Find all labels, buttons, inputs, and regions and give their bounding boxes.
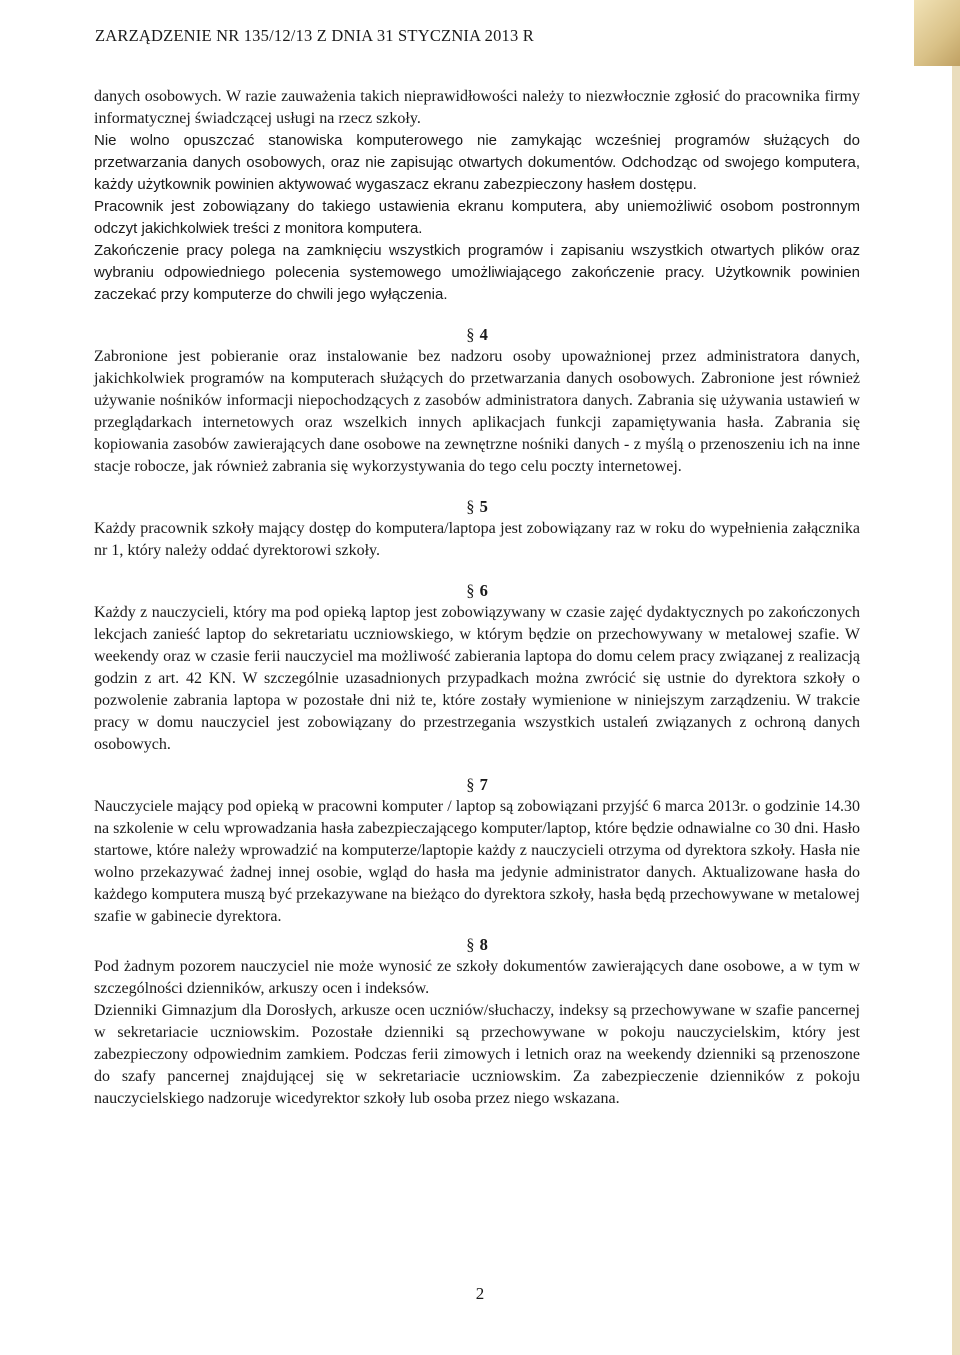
section-4: [94, 324, 860, 478]
section-7: [94, 774, 860, 928]
intro-paragraph-3: Pracownik jest zobowiązany do takiego ustawienia ekranu komputera, aby uniemożliwić osobom postronnym odczyt jakichkolwiek treści z monitora komputera.: [94, 198, 860, 237]
section-heading: § 6: [466, 581, 488, 600]
section-text: Każdy z nauczycieli, który ma pod opieką laptop jest zobowiązywany w czasie zajęć dydaktycznych po zakończonych lekcjach zanieść laptop do sekretariatu uczniowskiego, w którym będzie on przechowywany w metalowej szafie. W weekendy oraz w czasie ferii nauczyciel ma możliwość zabierania laptopa do domu celem pracy związanej z realizacją godzin z art. 42 KN. W szczególnie uzasadnionych przypadkach można zwrócić się ustnie do dyrektora szkoły o pozwolenie zabrania laptopa w pozostałe dni niż te, które zostały wymienione w niniejszym zarządzeniu. W trakcie pracy w domu nauczyciel jest zobowiązany do przestrzegania wszystkich ustaleń związanych z ochroną danych osobowych.: [94, 604, 860, 753]
section-text: Zabronione jest pobieranie oraz instalowanie bez nadzoru osoby upoważnionej przez administratora danych, jakichkolwiek programów na komputerach służących do przetwarzania danych osobowych. Zabronione jest również używanie nośników informacji niepochodzących z zasobów administratora danych. Zabrania się używania ustawień w przeglądarkach internetowych oraz wszelkich innych aplikacjach funkcji zapamiętywania hasła. Zabrania się kopiowania zasobów zawierających dane osobowe na zewnętrzne nośniki danych - z myślą o przenoszeniu ich na inne stacje robocze, jak również zabrania się wykorzystywania do tego celu poczty internetowej.: [94, 348, 860, 475]
intro-paragraph-4: Zakończenie pracy polega na zamknięciu wszystkich programów i zapisaniu wszystkich otwartych plików oraz wybraniu odpowiedniego polecenia systemowego umożliwiającego zakończenie pracy. Użytkownik powinien zaczekać przy komputerze do chwili jego wyłączenia.: [94, 242, 860, 303]
section-text-continued: Dzienniki Gimnazjum dla Dorosłych, arkusze ocen uczniów/słuchaczy, indeksy są przechowywane w szafie pancernej w sekretariacie uczniowskim. Pozostałe dzienniki są przechowywane w pokoju nauczycielskim, który jest zabezpieczony odpowiednim zamkiem. Podczas ferii zimowych i letnich oraz na weekendy dzienniki są przenoszone do szafy pancernej znajdującej się w sekretariacie uczniowskim. Za zabezpieczenie dzienników z pokoju nauczycielskiego nadzoruje wicedyrektor szkoły lub osoba przez niego wskazana.: [94, 1002, 860, 1107]
section-text: Pod żadnym pozorem nauczyciel nie może wynosić ze szkoły dokumentów zawierających dane osobowe, a w tym w szczególności dzienników, arkuszy ocen i indeksów.: [94, 958, 860, 997]
section-heading: § 8: [466, 935, 488, 954]
section-text: Każdy pracownik szkoły mający dostęp do komputera/laptopa jest zobowiązany raz w roku do wypełnienia załącznika nr 1, który należy oddać dyrektorowi szkoły.: [94, 520, 860, 559]
section-6: [94, 580, 860, 756]
section-5: [94, 496, 860, 562]
section-8: [94, 934, 860, 1110]
page-number: 2: [475, 1284, 485, 1303]
section-heading: § 4: [466, 325, 488, 344]
intro-paragraph-2: Nie wolno opuszczać stanowiska komputerowego nie zamykając wcześniej programów służących do przetwarzania danych osobowych, oraz nie zapisując otwartych dokumentów. Odchodząc od swojego komputera, każdy użytkownik powinien aktywować wygaszacz ekranu zabezpieczony hasłem dostępu.: [94, 132, 860, 193]
section-heading: § 7: [466, 775, 488, 794]
page-edge-decoration: [952, 66, 960, 1355]
document-body: [94, 86, 860, 1110]
intro-paragraph-1: danych osobowych. W razie zauważenia takich nieprawidłowości należy to niezwłocznie zgłosić do pracownika firmy informatycznej świadczącej usługi na rzecz szkoły.: [94, 88, 860, 127]
document-header: ZARZĄDZENIE NR 135/12/13 Z DNIA 31 STYCZNIA 2013 R: [95, 26, 534, 45]
page-corner-decoration: [914, 0, 960, 66]
section-text: Nauczyciele mający pod opieką w pracowni komputer / laptop są zobowiązani przyjść 6 marca 2013r. o godzinie 14.30 na szkolenie w celu wprowadzania hasła zabezpieczającego komputer/laptop, które będzie odnawialne co 30 dni. Hasło startowe, które należy wprowadzić na komputerze/laptopie każdy z nauczycieli otrzyma od dyrektora szkoły. Hasła nie wolno przekazywać żadnej innej osobie, wgląd do hasła ma jedynie administrator danych. Aktualizowane hasła do każdego komputera muszą być przekazywane na bieżąco do dyrektora szkoły, hasła będą przechowywane w metalowej szafie w gabinecie dyrektora.: [94, 798, 860, 925]
section-heading: § 5: [466, 497, 488, 516]
